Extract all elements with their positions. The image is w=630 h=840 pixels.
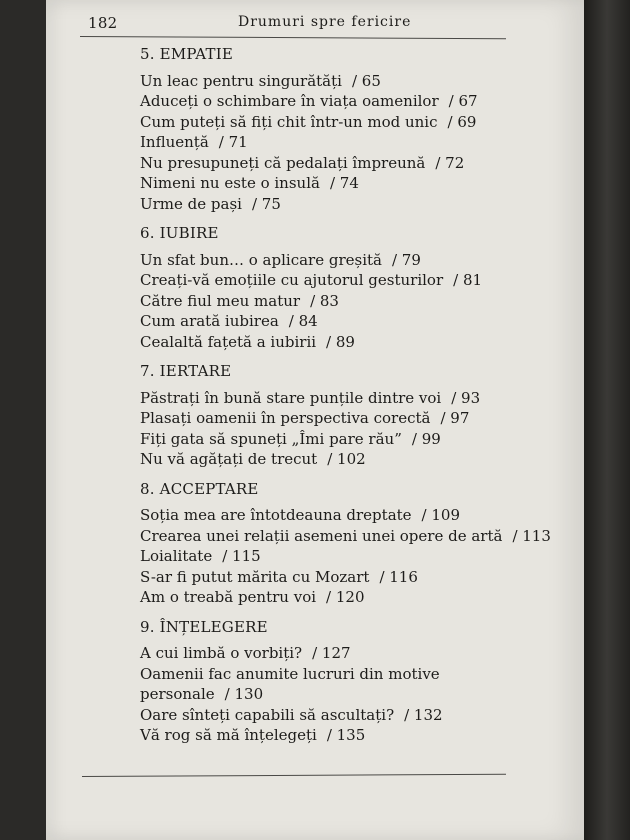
toc-entry	[140, 270, 540, 291]
entry-page-ref: / 71	[218, 133, 248, 151]
entry-page-ref: / 93	[451, 388, 481, 407]
page-number: 182	[88, 14, 118, 32]
toc-entry	[140, 725, 540, 746]
section-title: 6. IUBIRE	[140, 224, 219, 242]
toc-entry	[140, 250, 540, 271]
entry-page-ref: / 65	[351, 71, 381, 90]
toc-entry	[140, 91, 540, 112]
entry-title: Influență	[140, 133, 209, 151]
entry-page-ref: / 120	[326, 588, 365, 606]
entry-title: Plasați oamenii în perspectiva corectă	[140, 409, 431, 427]
toc-entry	[140, 429, 540, 450]
toc-section	[140, 479, 551, 608]
toc-section	[140, 223, 540, 352]
entry-title: Creați-vă emoțiile cu ajutorul gesturilor	[140, 271, 444, 289]
page-edge-shadow	[584, 0, 630, 840]
toc-section	[140, 617, 540, 746]
section-title: 7. IERTARE	[140, 362, 232, 380]
entry-page-ref: / 127	[312, 644, 351, 662]
entry-title: A cui limbă o vorbiți?	[140, 644, 303, 662]
entry-title: Soția mea are întotdeauna dreptate	[140, 506, 412, 524]
table-of-contents	[140, 44, 551, 755]
entry-page-ref: / 132	[404, 705, 443, 724]
entry-page-ref: / 67	[448, 92, 478, 110]
toc-entry	[140, 664, 440, 705]
toc-entry	[140, 526, 551, 547]
entry-title: Aduceți o schimbare în viața oamenilor	[140, 92, 439, 110]
toc-entry	[140, 546, 540, 567]
entry-page-ref: / 81	[453, 271, 483, 289]
page-header	[88, 12, 528, 36]
entry-title: Cum puteți să fiți chit într-un mod unic	[140, 112, 438, 131]
toc-entry	[140, 153, 540, 174]
entry-page-ref: / 84	[288, 312, 318, 330]
entry-title: Păstrați în bună stare punțile dintre voi	[140, 388, 442, 407]
entry-title: Nu vă agățați de trecut	[140, 450, 318, 468]
toc-entry	[140, 408, 540, 429]
entry-page-ref: / 130	[224, 685, 264, 703]
toc-entry	[140, 112, 540, 133]
toc-entry	[140, 505, 540, 526]
entry-page-ref: / 102	[327, 450, 366, 468]
entry-title: Loialitate	[140, 547, 213, 565]
toc-section	[140, 361, 540, 470]
entry-title: Nu presupuneți că pedalați împreună	[140, 153, 426, 172]
toc-entry	[140, 449, 540, 470]
toc-entry	[140, 291, 540, 312]
entry-page-ref: / 109	[421, 506, 460, 524]
entry-title: Am o treabă pentru voi	[140, 588, 317, 606]
toc-entry	[140, 173, 540, 194]
entry-page-ref: / 74	[329, 174, 359, 192]
entry-title: S-ar fi putut mărita cu Mozart	[140, 567, 370, 586]
toc-entry	[140, 132, 540, 153]
toc-entry	[140, 705, 540, 726]
section-title: 5. EMPATIE	[140, 45, 233, 63]
entry-page-ref: / 115	[222, 547, 261, 565]
entry-page-ref: / 89	[326, 332, 355, 351]
entry-title: Urme de pași	[140, 194, 242, 213]
entry-page-ref: / 113	[512, 526, 551, 545]
running-title: Drumuri spre fericire	[238, 14, 412, 30]
entry-title: Un sfat bun… o aplicare greșită	[140, 250, 382, 269]
entry-page-ref: / 69	[447, 112, 477, 131]
entry-title: Oamenii fac anumite lucruri din motive personale	[140, 664, 440, 703]
entry-title: Crearea unei relații asemeni unei opere de artă	[140, 526, 503, 545]
toc-entry	[140, 388, 540, 409]
entry-page-ref: / 72	[435, 153, 465, 172]
entry-title: Nimeni nu este o insulă	[140, 174, 320, 192]
entry-title: Către fiul meu matur	[140, 291, 301, 310]
toc-entry	[140, 643, 540, 664]
entry-page-ref: / 75	[251, 194, 281, 213]
toc-entry	[140, 332, 540, 353]
toc-section	[140, 44, 540, 214]
entry-page-ref: / 79	[391, 250, 421, 269]
entry-page-ref: / 99	[411, 429, 441, 448]
entry-title: Cealaltă fațetă a iubirii	[140, 332, 317, 351]
entry-page-ref: / 83	[310, 291, 339, 310]
toc-entry	[140, 587, 540, 608]
entry-page-ref: / 135	[326, 726, 366, 744]
entry-title: Oare sînteți capabili să ascultați?	[140, 705, 395, 724]
toc-entry	[140, 567, 540, 588]
entry-title: Fiți gata să spuneți „Îmi pare rău”	[140, 429, 402, 448]
section-title: 8. ACCEPTARE	[140, 479, 259, 498]
toc-entry	[140, 194, 540, 215]
entry-page-ref: / 97	[440, 409, 470, 427]
entry-title: Cum arată iubirea	[140, 312, 279, 330]
toc-entry	[140, 311, 540, 332]
entry-title: Vă rog să mă înțelegeți	[140, 726, 317, 744]
section-title: 9. ÎNȚELEGERE	[140, 617, 268, 636]
entry-title: Un leac pentru singurătăți	[140, 71, 342, 90]
entry-page-ref: / 116	[379, 567, 418, 586]
toc-entry	[140, 71, 540, 92]
